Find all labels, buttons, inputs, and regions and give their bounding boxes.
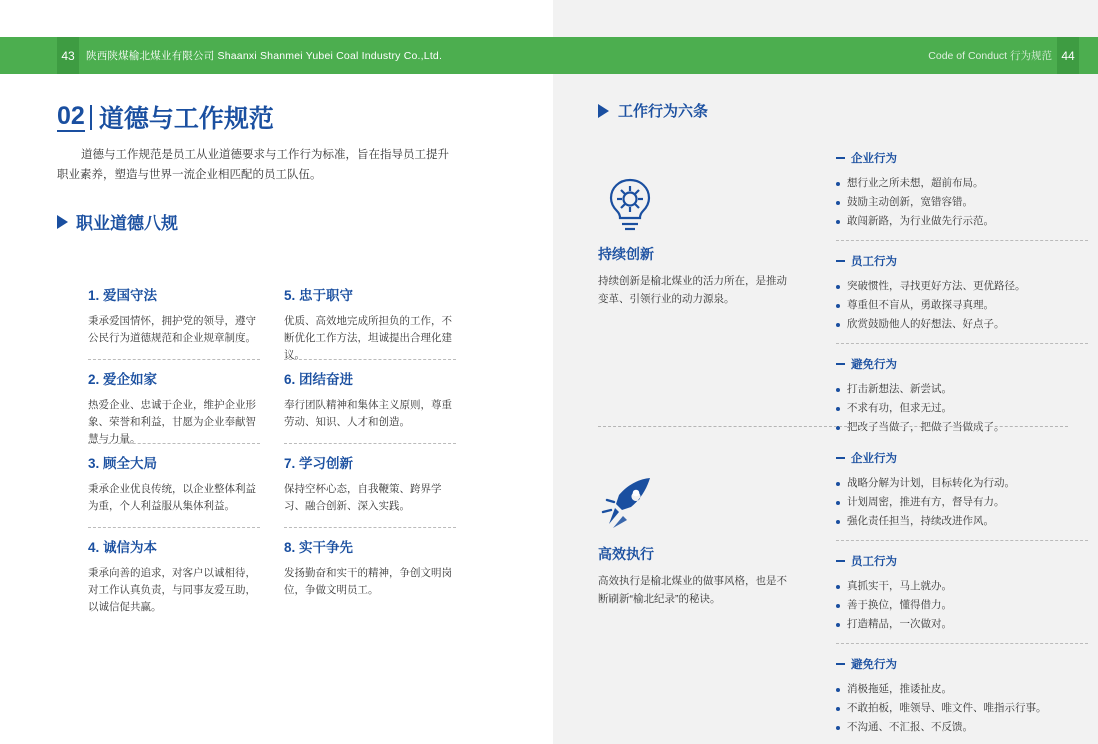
list-item: 善于换位，懂得借力。 [836, 596, 1098, 615]
section-divider-bar [90, 105, 92, 130]
block-right-column [836, 150, 1098, 439]
block-description: 持续创新是榆北煤业的活力所在，是推动变革、引领行业的动力源泉。 [598, 275, 787, 305]
work-conduct-heading [598, 100, 708, 121]
rule-description: 秉承企业优良传统，以企业整体利益为重，个人利益服从集体利益。 [88, 483, 256, 512]
behavior-group-enterprise [836, 450, 1098, 531]
list-item: 打造精品，一次做对。 [836, 615, 1098, 634]
rule-title: 4. 诚信为本 [88, 540, 158, 555]
list-item: 欣赏鼓励他人的好想法、好点子。 [836, 315, 1098, 334]
subsection-title: 职业道德八规 [76, 214, 178, 233]
block-title: 高效执行 [598, 546, 654, 562]
rule-title: 3. 顾全大局 [88, 456, 158, 471]
rule-item [284, 536, 478, 620]
block-left-column [598, 172, 798, 308]
dash-icon [836, 663, 845, 665]
behavior-group-employee [836, 553, 1098, 634]
dash-icon [836, 363, 845, 365]
list-item: 强化责任担当，持续改进作风。 [836, 512, 1098, 531]
list-item: 敢闯新路，为行业做先行示范。 [836, 212, 1098, 231]
rule-title: 2. 爱企如家 [88, 372, 158, 387]
divider [836, 540, 1088, 541]
group-label: 避免行为 [851, 659, 897, 671]
list-item: 想行业之所未想，超前布局。 [836, 174, 1098, 193]
ethics-rules-grid [88, 284, 478, 620]
left-page-number: 43 [57, 37, 79, 74]
rule-description: 奉行团队精神和集体主义原则，尊重劳动、知识、人才和创造。 [284, 399, 452, 428]
group-title [836, 253, 1098, 269]
section-number: 02 [57, 103, 85, 132]
block-title: 持续创新 [598, 246, 654, 262]
document-title-header: Code of Conduct 行为规范 [928, 50, 1052, 62]
group-label: 企业行为 [851, 453, 897, 465]
section-title: 道德与工作规范 [98, 105, 274, 133]
subsection-heading [57, 209, 178, 234]
rule-item [284, 452, 478, 536]
rule-description: 秉承爱国情怀，拥护党的领导，遵守公民行为道德规范和企业规章制度。 [88, 315, 256, 344]
list-item: 尊重但不盲从，勇敢探寻真理。 [836, 296, 1098, 315]
rule-title: 1. 爱国守法 [88, 288, 158, 303]
list-item: 计划周密，推进有方，督导有力。 [836, 493, 1098, 512]
rule-title: 6. 团结奋进 [284, 372, 354, 387]
list-item: 不沟通、不汇报、不反馈。 [836, 718, 1098, 737]
list-item: 打击新想法、新尝试。 [836, 380, 1098, 399]
rule-description: 保持空杯心态，自我鞭策、跨界学习、融合创新、深入实践。 [284, 483, 442, 512]
list-item: 突破惯性，寻找更好方法、更优路径。 [836, 277, 1098, 296]
work-conduct-title: 工作行为六条 [618, 103, 709, 120]
rule-description: 发扬勤奋和实干的精神，争创文明岗位，争做文明员工。 [284, 567, 452, 596]
list-item: 不敢拍板，唯领导、唯文件、唯指示行事。 [836, 699, 1098, 718]
list-item: 战略分解为计划，目标转化为行动。 [836, 474, 1098, 493]
dash-icon [836, 560, 845, 562]
list-item: 鼓励主动创新，宽错容错。 [836, 193, 1098, 212]
group-title [836, 656, 1098, 672]
rule-item [88, 284, 284, 368]
group-label: 企业行为 [851, 153, 897, 165]
group-title [836, 553, 1098, 569]
rocket-icon [598, 472, 662, 534]
divider [836, 343, 1088, 344]
rule-item [284, 284, 478, 368]
behavior-group-enterprise [836, 150, 1098, 231]
triangle-bullet-icon [57, 215, 68, 229]
group-title [836, 450, 1098, 466]
section-heading [57, 103, 274, 132]
block-description: 高效执行是榆北煤业的做事风格，也是不断刷新“榆北纪录”的秘诀。 [598, 575, 787, 605]
company-name-header: 陕西陕煤榆北煤业有限公司 Shaanxi Shanmei Yubei Coal Industry Co.,Ltd. [86, 50, 443, 62]
group-label: 员工行为 [851, 556, 897, 568]
behavior-group-employee [836, 253, 1098, 334]
list-item: 把改了当做了，把做了当做成了。 [836, 418, 1098, 437]
list-item: 真抓实干，马上就办。 [836, 577, 1098, 596]
group-title [836, 150, 1098, 166]
divider [836, 240, 1088, 241]
rule-title: 8. 实干争先 [284, 540, 354, 555]
dash-icon [836, 157, 845, 159]
left-page [0, 74, 553, 744]
rule-description: 秉承向善的追求，对客户以诚相待，对工作认真负责，与同事友爱互助，以诚信促共赢。 [88, 567, 256, 613]
group-label: 避免行为 [851, 359, 897, 371]
list-item: 消极拖延，推诿扯皮。 [836, 680, 1098, 699]
divider [836, 643, 1088, 644]
right-page-number: 44 [1057, 37, 1079, 74]
behavior-group-avoid [836, 356, 1098, 437]
rule-description: 优质、高效地完成所担负的工作，不断优化工作方法，坦诚提出合理化建议。 [284, 315, 452, 361]
triangle-bullet-icon [598, 104, 609, 118]
list-item: 不求有功，但求无过。 [836, 399, 1098, 418]
behavior-group-avoid [836, 656, 1098, 737]
lightbulb-gear-icon [598, 172, 662, 234]
block-left-column [598, 472, 798, 608]
rule-description: 热爱企业、忠诚于企业，维护企业形象、荣誉和利益，甘愿为企业奉献智慧与力量。 [88, 399, 256, 445]
group-title [836, 356, 1098, 372]
rule-item [88, 452, 284, 536]
rule-item [88, 536, 284, 620]
section-intro-paragraph [57, 145, 457, 185]
dash-icon [836, 260, 845, 262]
rule-title: 7. 学习创新 [284, 456, 354, 471]
dash-icon [836, 457, 845, 459]
section-intro-text: 道德与工作规范是员工从业道德要求与工作行为标准，旨在指导员工提升职业素养，塑造与世界一流企业相匹配的员工队伍。 [57, 149, 449, 181]
block-right-column [836, 450, 1098, 739]
rule-item [284, 368, 478, 452]
group-label: 员工行为 [851, 256, 897, 268]
rule-title: 5. 忠于职守 [284, 288, 354, 303]
rule-item [88, 368, 284, 452]
block-divider [598, 426, 1068, 427]
right-page [553, 74, 1098, 744]
